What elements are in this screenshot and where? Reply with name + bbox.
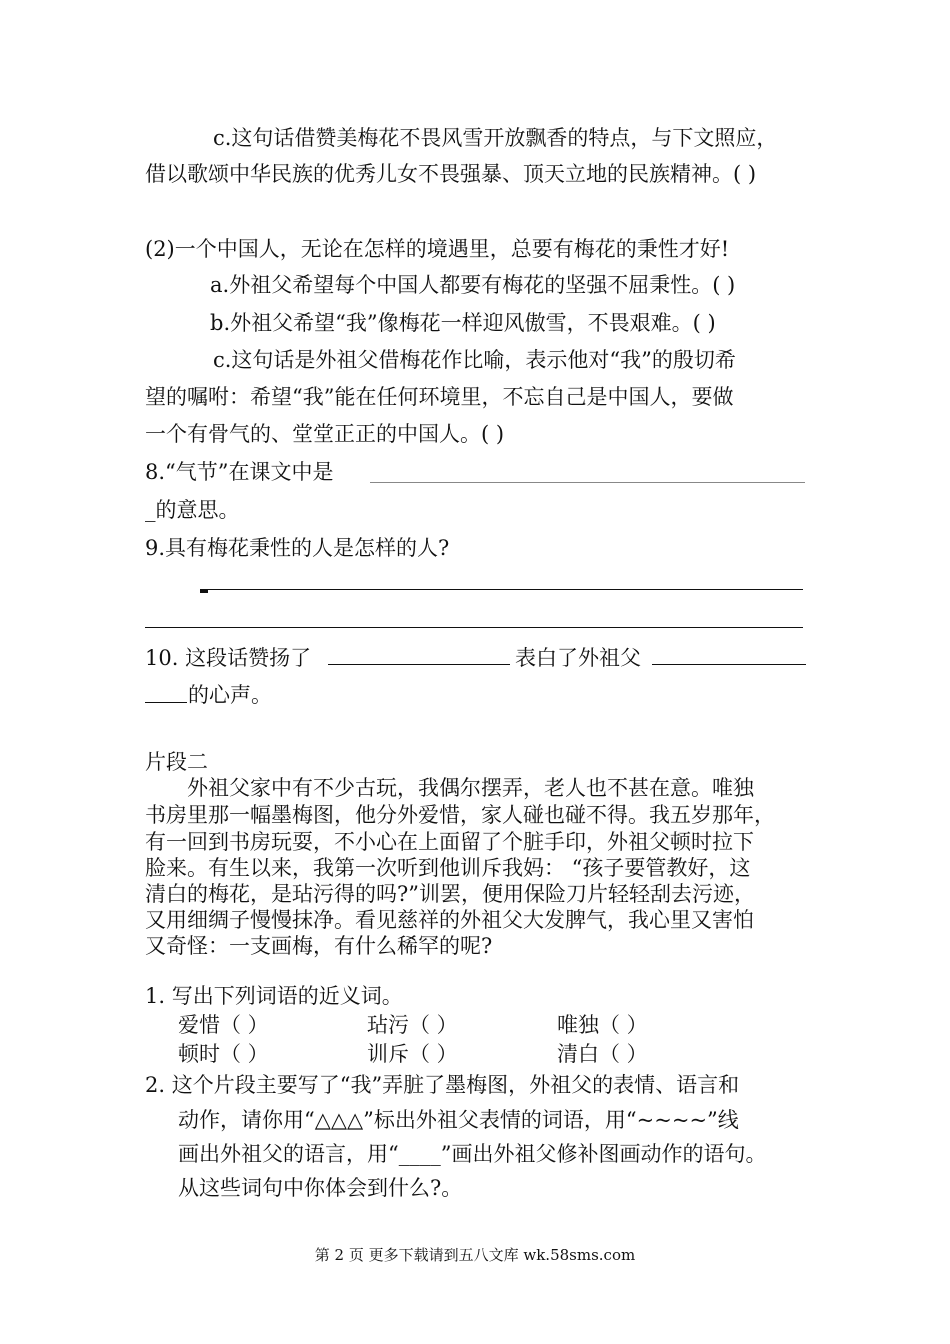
q2-line3-pre: 画出外祖父的语言，用“ <box>178 1142 399 1166</box>
q8-line1: 8.“气节”在课文中是 <box>145 460 334 484</box>
q10-line2: 的心声。 <box>188 683 272 707</box>
q1-word-2[interactable]: 玷污（ ） <box>367 1013 458 1037</box>
passage-line: 又用细绸子慢慢抹净。看见慈祥的外祖父大发脾气，我心里又害怕 <box>145 908 754 932</box>
passage-line: 有一回到书房玩耍，不小心在上面留了个脏手印，外祖父顿时拉下 <box>145 830 754 854</box>
q10-line1-mid: 表白了外祖父 <box>515 646 641 670</box>
q7-1-option-c-line2: 借以歌颂中华民族的优秀儿女不畏强暴、顶天立地的民族精神。( ) <box>145 162 757 186</box>
q7-2-title: (2)一个中国人，无论在怎样的境遇里，总要有梅花的秉性才好! <box>145 237 730 261</box>
q9-line-mark <box>200 590 208 593</box>
q2-line3-post: ”画出外祖父修补图画动作的语句。 <box>440 1142 767 1166</box>
q7-2-option-c-line2: 望的嘱咐：希望“我”能在任何环境里，不忘自己是中国人，要做 <box>145 385 734 409</box>
q7-2-option-b: b.外祖父希望“我”像梅花一样迎风傲雪，不畏艰难。( ) <box>210 311 716 335</box>
q1-title: 1. 写出下列词语的近义词。 <box>145 984 403 1008</box>
q9-answer-line-1[interactable] <box>200 589 803 590</box>
q2-line1: 2. 这个片段主要写了“我”弄脏了墨梅图，外祖父的表情、语言和 <box>145 1073 740 1097</box>
q10-blank-2-cont[interactable] <box>145 702 187 703</box>
q10-blank-1[interactable] <box>328 664 510 665</box>
q8-line2: _的意思。 <box>145 498 240 522</box>
passage-line: 又奇怪：一支画梅，有什么稀罕的呢? <box>145 934 493 958</box>
q2-line3-blank: ____ <box>398 1142 441 1166</box>
q1-word-4[interactable]: 顿时（ ） <box>178 1042 269 1066</box>
passage-line: 书房里那一幅墨梅图，他分外爱惜，家人碰也碰不得。我五岁那年， <box>145 803 775 827</box>
passage-line: 外祖父家中有不少古玩，我偶尔摆弄，老人也不甚在意。唯独 <box>187 776 754 800</box>
q1-word-5[interactable]: 训斥（ ） <box>367 1042 458 1066</box>
passage-line: 清白的梅花，是玷污得的吗?”训罢，便用保险刀片轻轻刮去污迹， <box>145 882 755 906</box>
q9-answer-line-2[interactable] <box>145 627 803 628</box>
q1-word-6[interactable]: 清白（ ） <box>557 1042 648 1066</box>
q10-line1-start: 10. 这段话赞扬了 <box>145 646 312 670</box>
q7-2-option-c-line1: c.这句话是外祖父借梅花作比喻，表示他对“我”的殷切希 <box>213 348 736 372</box>
q7-2-option-c-line3: 一个有骨气的、堂堂正正的中国人。( ) <box>145 422 505 446</box>
q7-1-option-c-line1: c.这句话借赞美梅花不畏风雪开放飘香的特点，与下文照应， <box>213 126 778 150</box>
q2-line3 <box>178 1141 767 1167</box>
q2-line4: 从这些词句中你体会到什么?。 <box>178 1176 463 1200</box>
q8-answer-blank[interactable] <box>370 482 805 483</box>
page-footer: 第 2 页 更多下载请到五八文库 wk.58sms.com <box>314 1246 636 1264</box>
q10-blank-2[interactable] <box>652 664 806 665</box>
q1-word-1[interactable]: 爱惜（ ） <box>178 1013 269 1037</box>
q1-word-3[interactable]: 唯独（ ） <box>557 1013 648 1037</box>
q7-2-option-a: a.外祖父希望每个中国人都要有梅花的坚强不屈秉性。( ) <box>210 273 736 297</box>
q2-line2: 动作，请你用“△△△”标出外祖父表情的词语，用“~~~~”线 <box>178 1108 739 1132</box>
q9-question: 9.具有梅花秉性的人是怎样的人? <box>145 536 450 560</box>
passage-line: 脸来。有生以来，我第一次听到他训斥我妈： “孩子要管教好，这 <box>145 856 751 880</box>
section-title: 片段二 <box>145 750 208 774</box>
